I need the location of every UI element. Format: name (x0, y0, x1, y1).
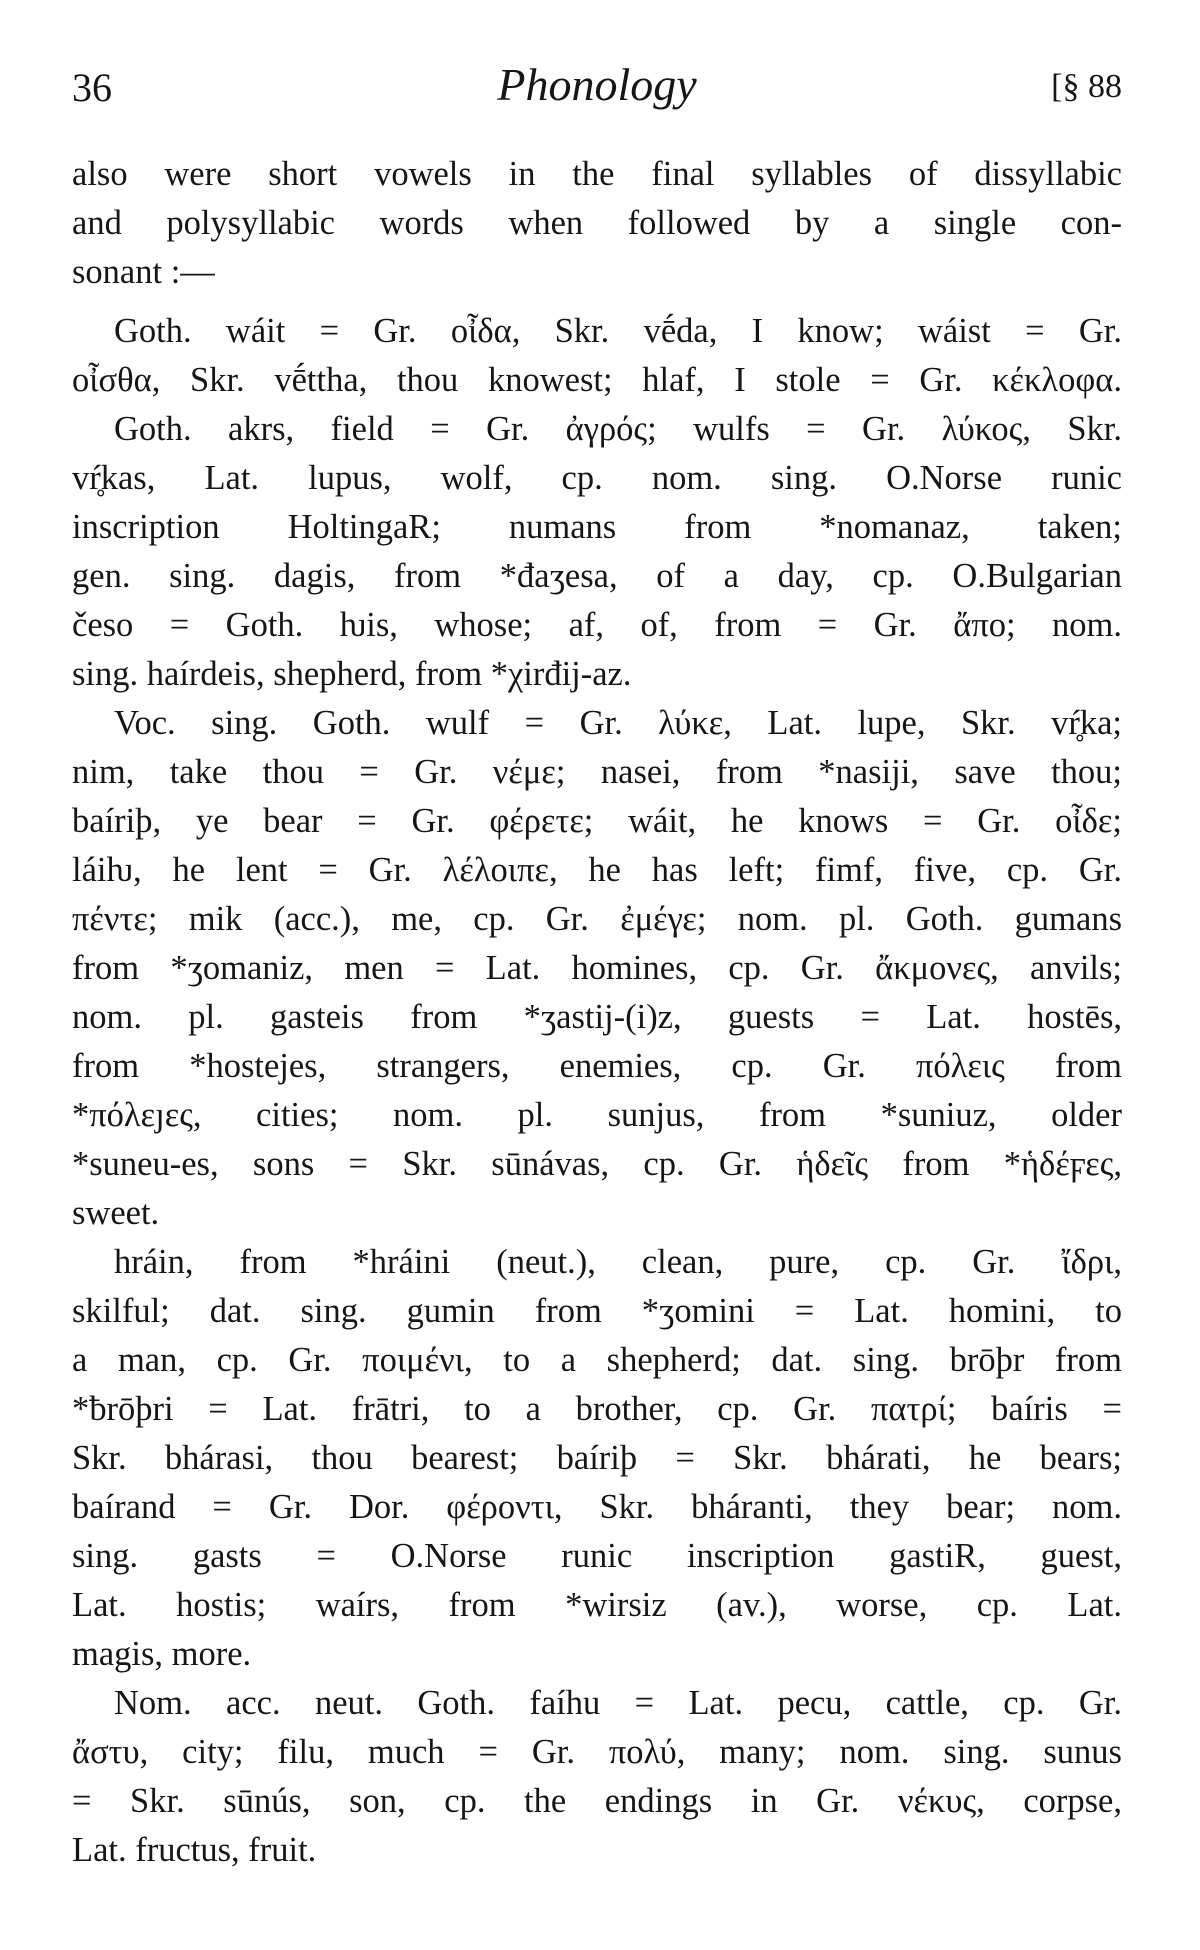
text-line: also were short vowels in the final syllables of dissyllabic (72, 155, 1122, 193)
text-line: from *hostejes, strangers, enemies, cp. Gr. πόλεις from (72, 1047, 1122, 1085)
running-title: Phonology (497, 59, 697, 110)
text-line: sing. gasts = O.Norse runic inscription gastiR, guest, (72, 1537, 1122, 1575)
text-line: *ƀrōþri = Lat. frātri, to a brother, cp. Gr. πατρί; baíris = (72, 1390, 1122, 1428)
text-line: nom. pl. gasteis from *ʒastij-(i)z, guests = Lat. hostēs, (72, 998, 1122, 1036)
section-reference: [§ 88 (1051, 68, 1122, 105)
text-line: Voc. sing. Goth. wulf = Gr. λύκε, Lat. lupe, Skr. vŕ̥ka; (114, 704, 1122, 742)
text-line: Goth. wáit = Gr. οἶδα, Skr. vḗda, I know; wáist = Gr. (114, 312, 1122, 350)
paragraph (72, 699, 1122, 1238)
text-line: inscription HoltingaR; numans from *nomanaz, taken; (72, 508, 1122, 546)
text-line: láiƕ, he lent = Gr. λέλοιπε, he has left; fimf, five, cp. Gr. (72, 851, 1122, 889)
page-header (72, 58, 1122, 118)
text-line: Lat. fructus, fruit. (72, 1831, 317, 1869)
text-line: baíriþ, ye bear = Gr. φέρετε; wáit, he knows = Gr. οἶδε; (72, 802, 1122, 840)
text-line: a man, cp. Gr. ποιμένι, to a shepherd; dat. sing. brōþr from (72, 1341, 1122, 1379)
text-line: nim, take thou = Gr. νέμε; nasei, from *nasiji, save thou; (72, 753, 1122, 791)
text-line: πέντε; mik (acc.), me, cp. Gr. ἐμέγε; nom. pl. Goth. gumans (72, 900, 1122, 938)
text-line: česo = Goth. ƕis, whose; af, of, from = Gr. ἄπο; nom. (72, 606, 1122, 644)
text-line: sonant :— (72, 253, 215, 291)
text-line: sweet. (72, 1194, 160, 1232)
text-line: *πόλεȷες, cities; nom. pl. sunjus, from *suniuz, older (72, 1096, 1122, 1134)
text-line: hráin, from *hráini (neut.), clean, pure, cp. Gr. ἴδρι, (114, 1243, 1122, 1281)
text-line: magis, more. (72, 1635, 252, 1673)
body-text (72, 150, 1122, 1875)
text-line: sing. haírdeis, shepherd, from *χirđij-az. (72, 655, 632, 693)
text-line: = Skr. sūnús, son, cp. the endings in Gr. νέκυς, corpse, (72, 1782, 1122, 1820)
text-line: Nom. acc. neut. Goth. faíhu = Lat. pecu, cattle, cp. Gr. (114, 1684, 1122, 1722)
paragraph (72, 1679, 1122, 1875)
text-line: skilful; dat. sing. gumin from *ʒomini = Lat. homini, to (72, 1292, 1122, 1330)
paragraph (72, 1238, 1122, 1679)
text-line: from *ʒomaniz, men = Lat. homines, cp. Gr. ἄκμονες, anvils; (72, 949, 1122, 987)
text-line: οἶσθα, Skr. vḗttha, thou knowest; hlaf, I stole = Gr. κέκλοφα. (72, 361, 1122, 399)
text-line: *suneu-es, sons = Skr. sūnávas, cp. Gr. ἡδεῖς from *ἡδέϝες, (72, 1145, 1122, 1183)
text-line: baírand = Gr. Dor. φέροντι, Skr. bháranti, they bear; nom. (72, 1488, 1122, 1526)
paragraph (72, 150, 1122, 297)
text-line: ἄστυ, city; filu, much = Gr. πολύ, many; nom. sing. sunus (72, 1733, 1122, 1771)
paragraph (72, 307, 1122, 699)
text-line: and polysyllabic words when followed by a single con- (72, 204, 1122, 242)
text-line: Lat. hostis; waírs, from *wirsiz (av.), worse, cp. Lat. (72, 1586, 1122, 1624)
text-line: gen. sing. dagis, from *đaʒesa, of a day, cp. O.Bulgarian (72, 557, 1122, 595)
text-line: vŕ̥kas, Lat. lupus, wolf, cp. nom. sing. O.Norse runic (72, 459, 1122, 497)
page-number: 36 (72, 65, 112, 110)
text-line: Goth. akrs, field = Gr. ἀγρός; wulfs = Gr. λύκος, Skr. (114, 410, 1122, 448)
text-line: Skr. bhárasi, thou bearest; baíriþ = Skr. bhárati, he bears; (72, 1439, 1122, 1477)
